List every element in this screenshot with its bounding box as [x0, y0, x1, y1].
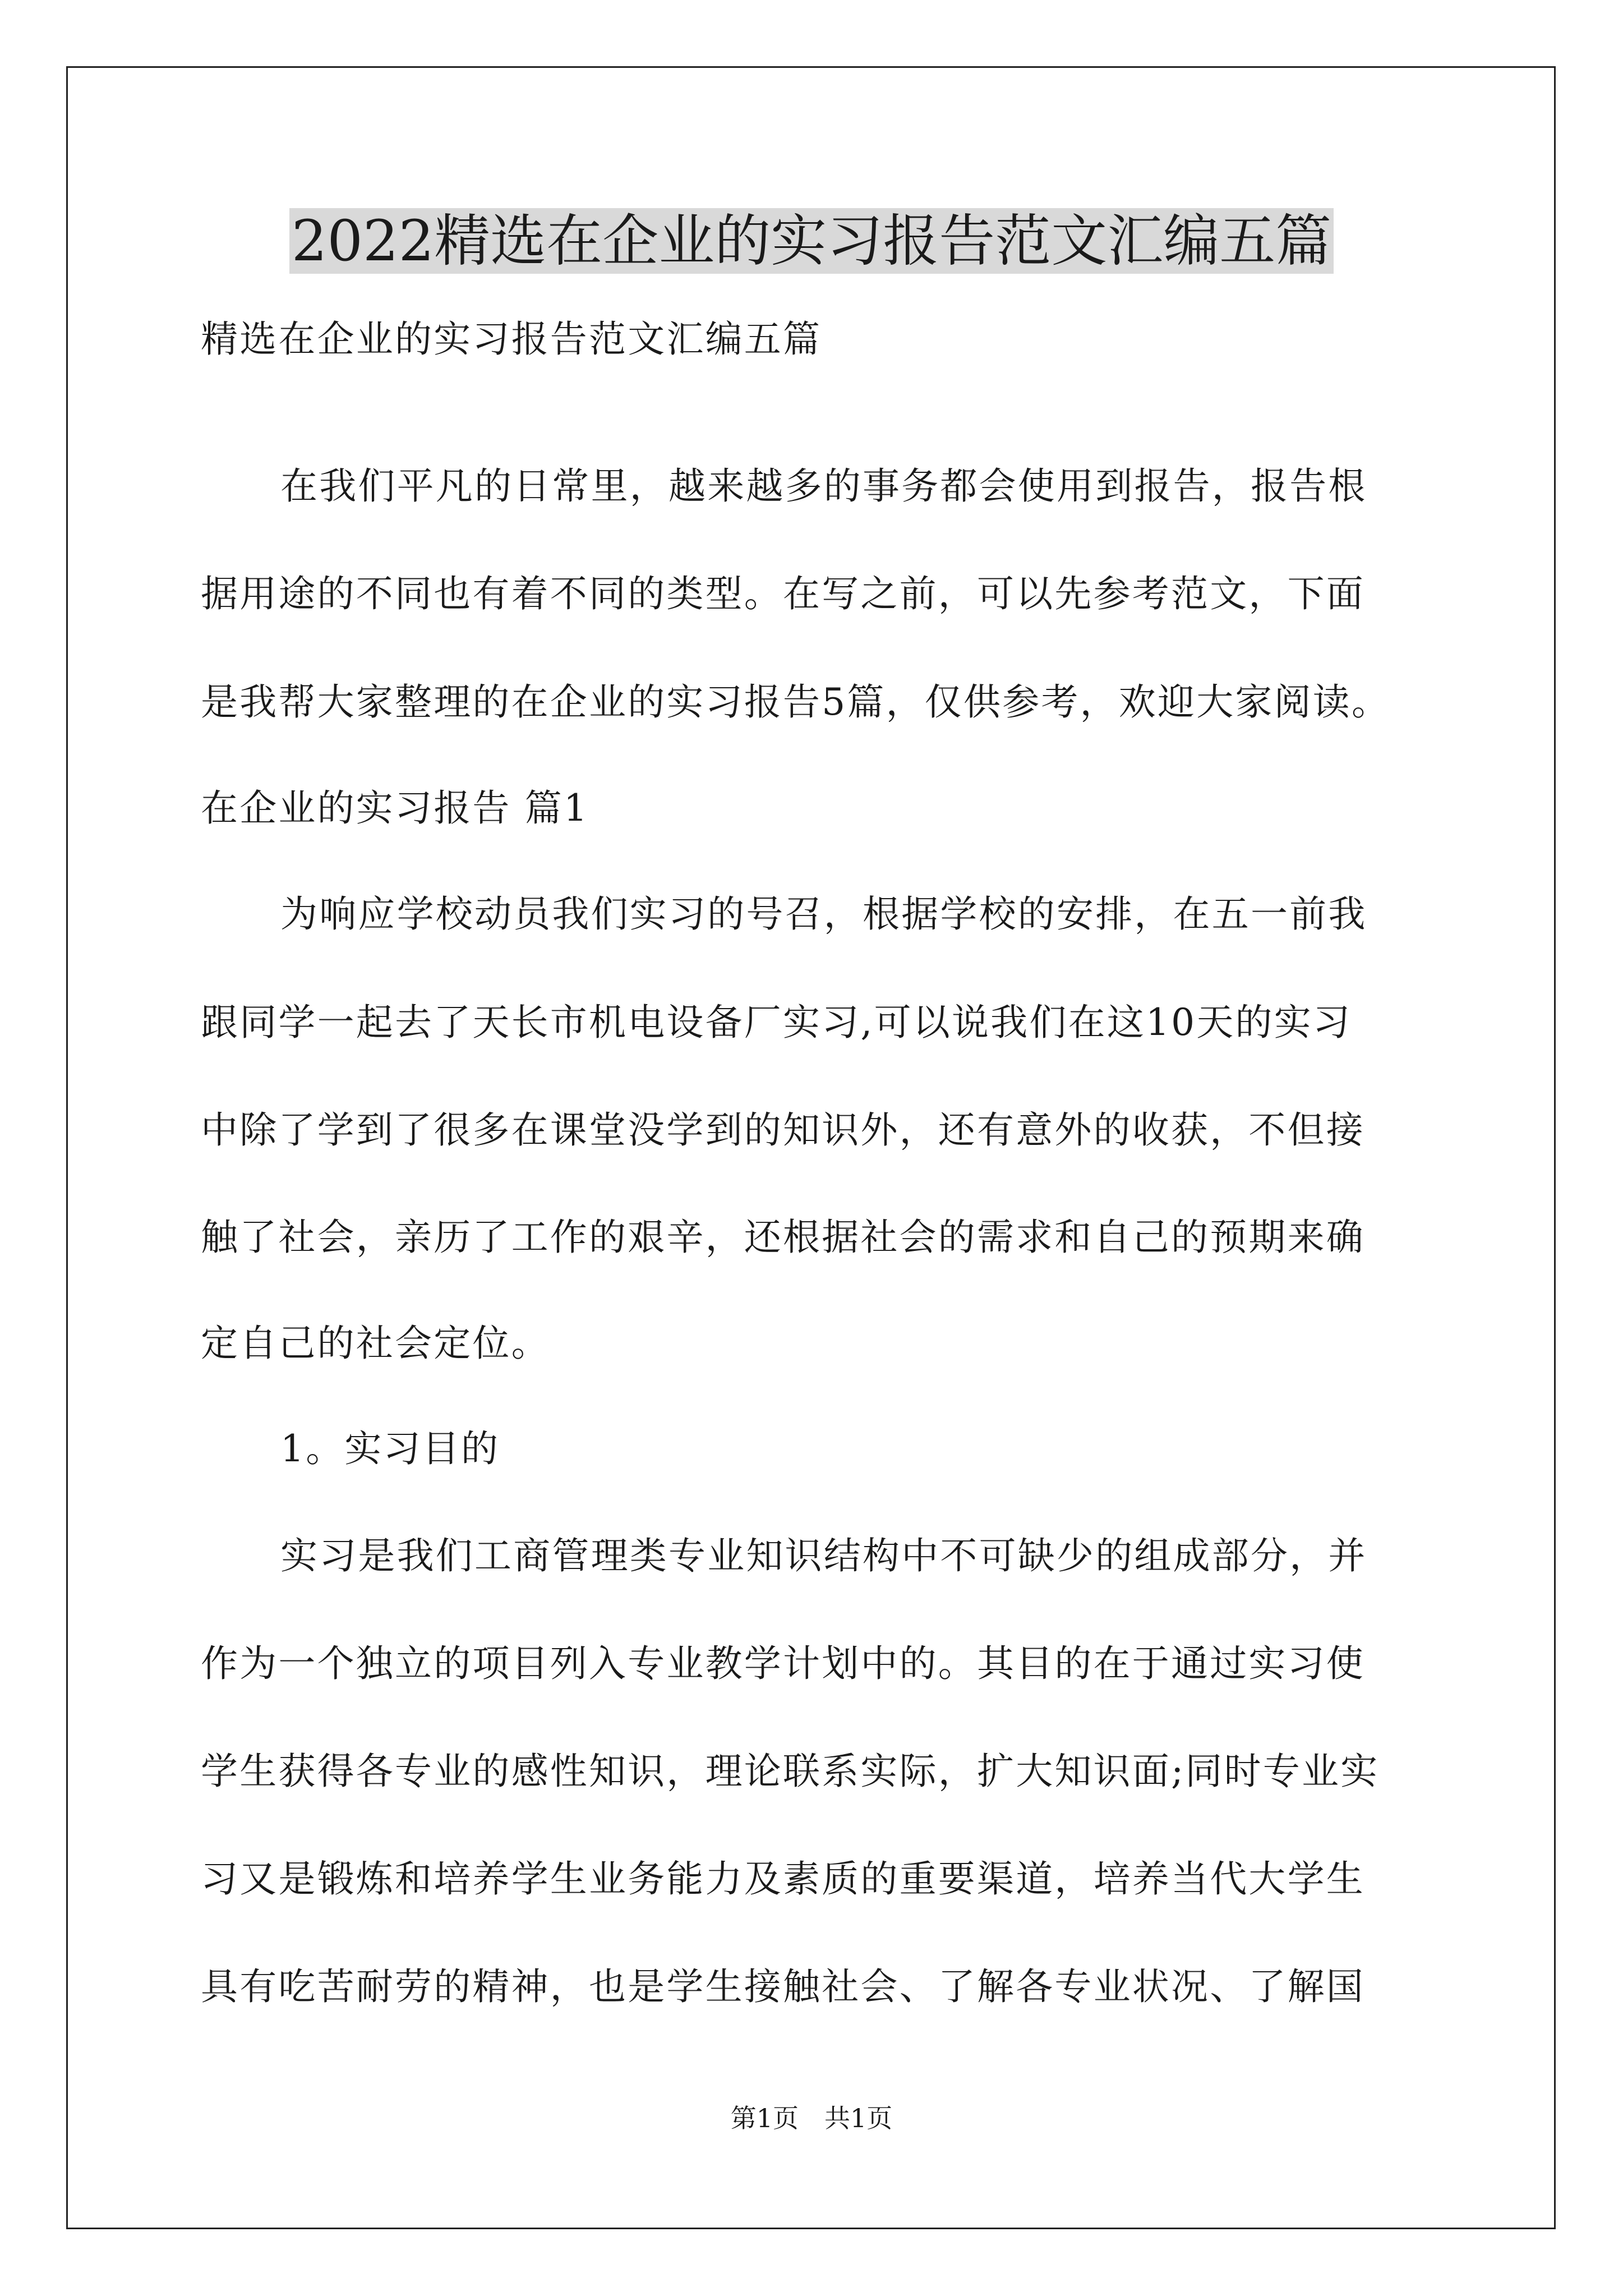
paragraph-line: 定自己的社会定位。: [201, 1322, 550, 1365]
paragraph-line: 具有吃苦耐劳的精神，也是学生接触社会、了解各专业状况、了解国: [201, 1965, 1365, 2008]
paragraph-line: 学生获得各专业的感性知识，理论联系实际，扩大知识面;同时专业实: [201, 1750, 1380, 1793]
paragraph-line: 中除了学到了很多在课堂没学到的知识外，还有意外的收获，不但接: [201, 1108, 1365, 1152]
paragraph-line: 跟同学一起去了天长市机电设备厂实习,可以说我们在这10天的实习: [201, 1001, 1352, 1044]
paragraph-line: 习又是锻炼和培养学生业务能力及素质的重要渠道，培养当代大学生: [201, 1857, 1365, 1901]
paragraph-line: 是我帮大家整理的在企业的实习报告5篇，仅供参考，欢迎大家阅读。: [201, 680, 1391, 724]
paragraph-line: 实习是我们工商管理类专业知识结构中不可缺少的组成部分，并: [280, 1534, 1367, 1577]
subtitle-line: 精选在企业的实习报告范文汇编五篇: [201, 318, 822, 361]
document-title: [0, 202, 1623, 280]
paragraph-line: 为响应学校动员我们实习的号召，根据学校的安排，在五一前我: [280, 892, 1367, 936]
subsection-heading: 1。实习目的: [280, 1427, 500, 1470]
document-title-text: 2022精选在企业的实习报告范文汇编五篇: [289, 208, 1334, 274]
paragraph-line: 触了社会，亲历了工作的艰辛，还根据社会的需求和自己的预期来确: [201, 1216, 1365, 1259]
paragraph-line: 作为一个独立的项目列入专业教学计划中的。其目的在于通过实习使: [201, 1642, 1365, 1685]
page-footer: 第1页 共1页: [730, 2103, 893, 2133]
paragraph-line: 在我们平凡的日常里，越来越多的事务都会使用到报告，报告根: [280, 464, 1367, 508]
section-heading: 在企业的实习报告 篇1: [201, 786, 589, 830]
paragraph-line: 据用途的不同也有着不同的类型。在写之前，可以先参考范文，下面: [201, 572, 1365, 615]
